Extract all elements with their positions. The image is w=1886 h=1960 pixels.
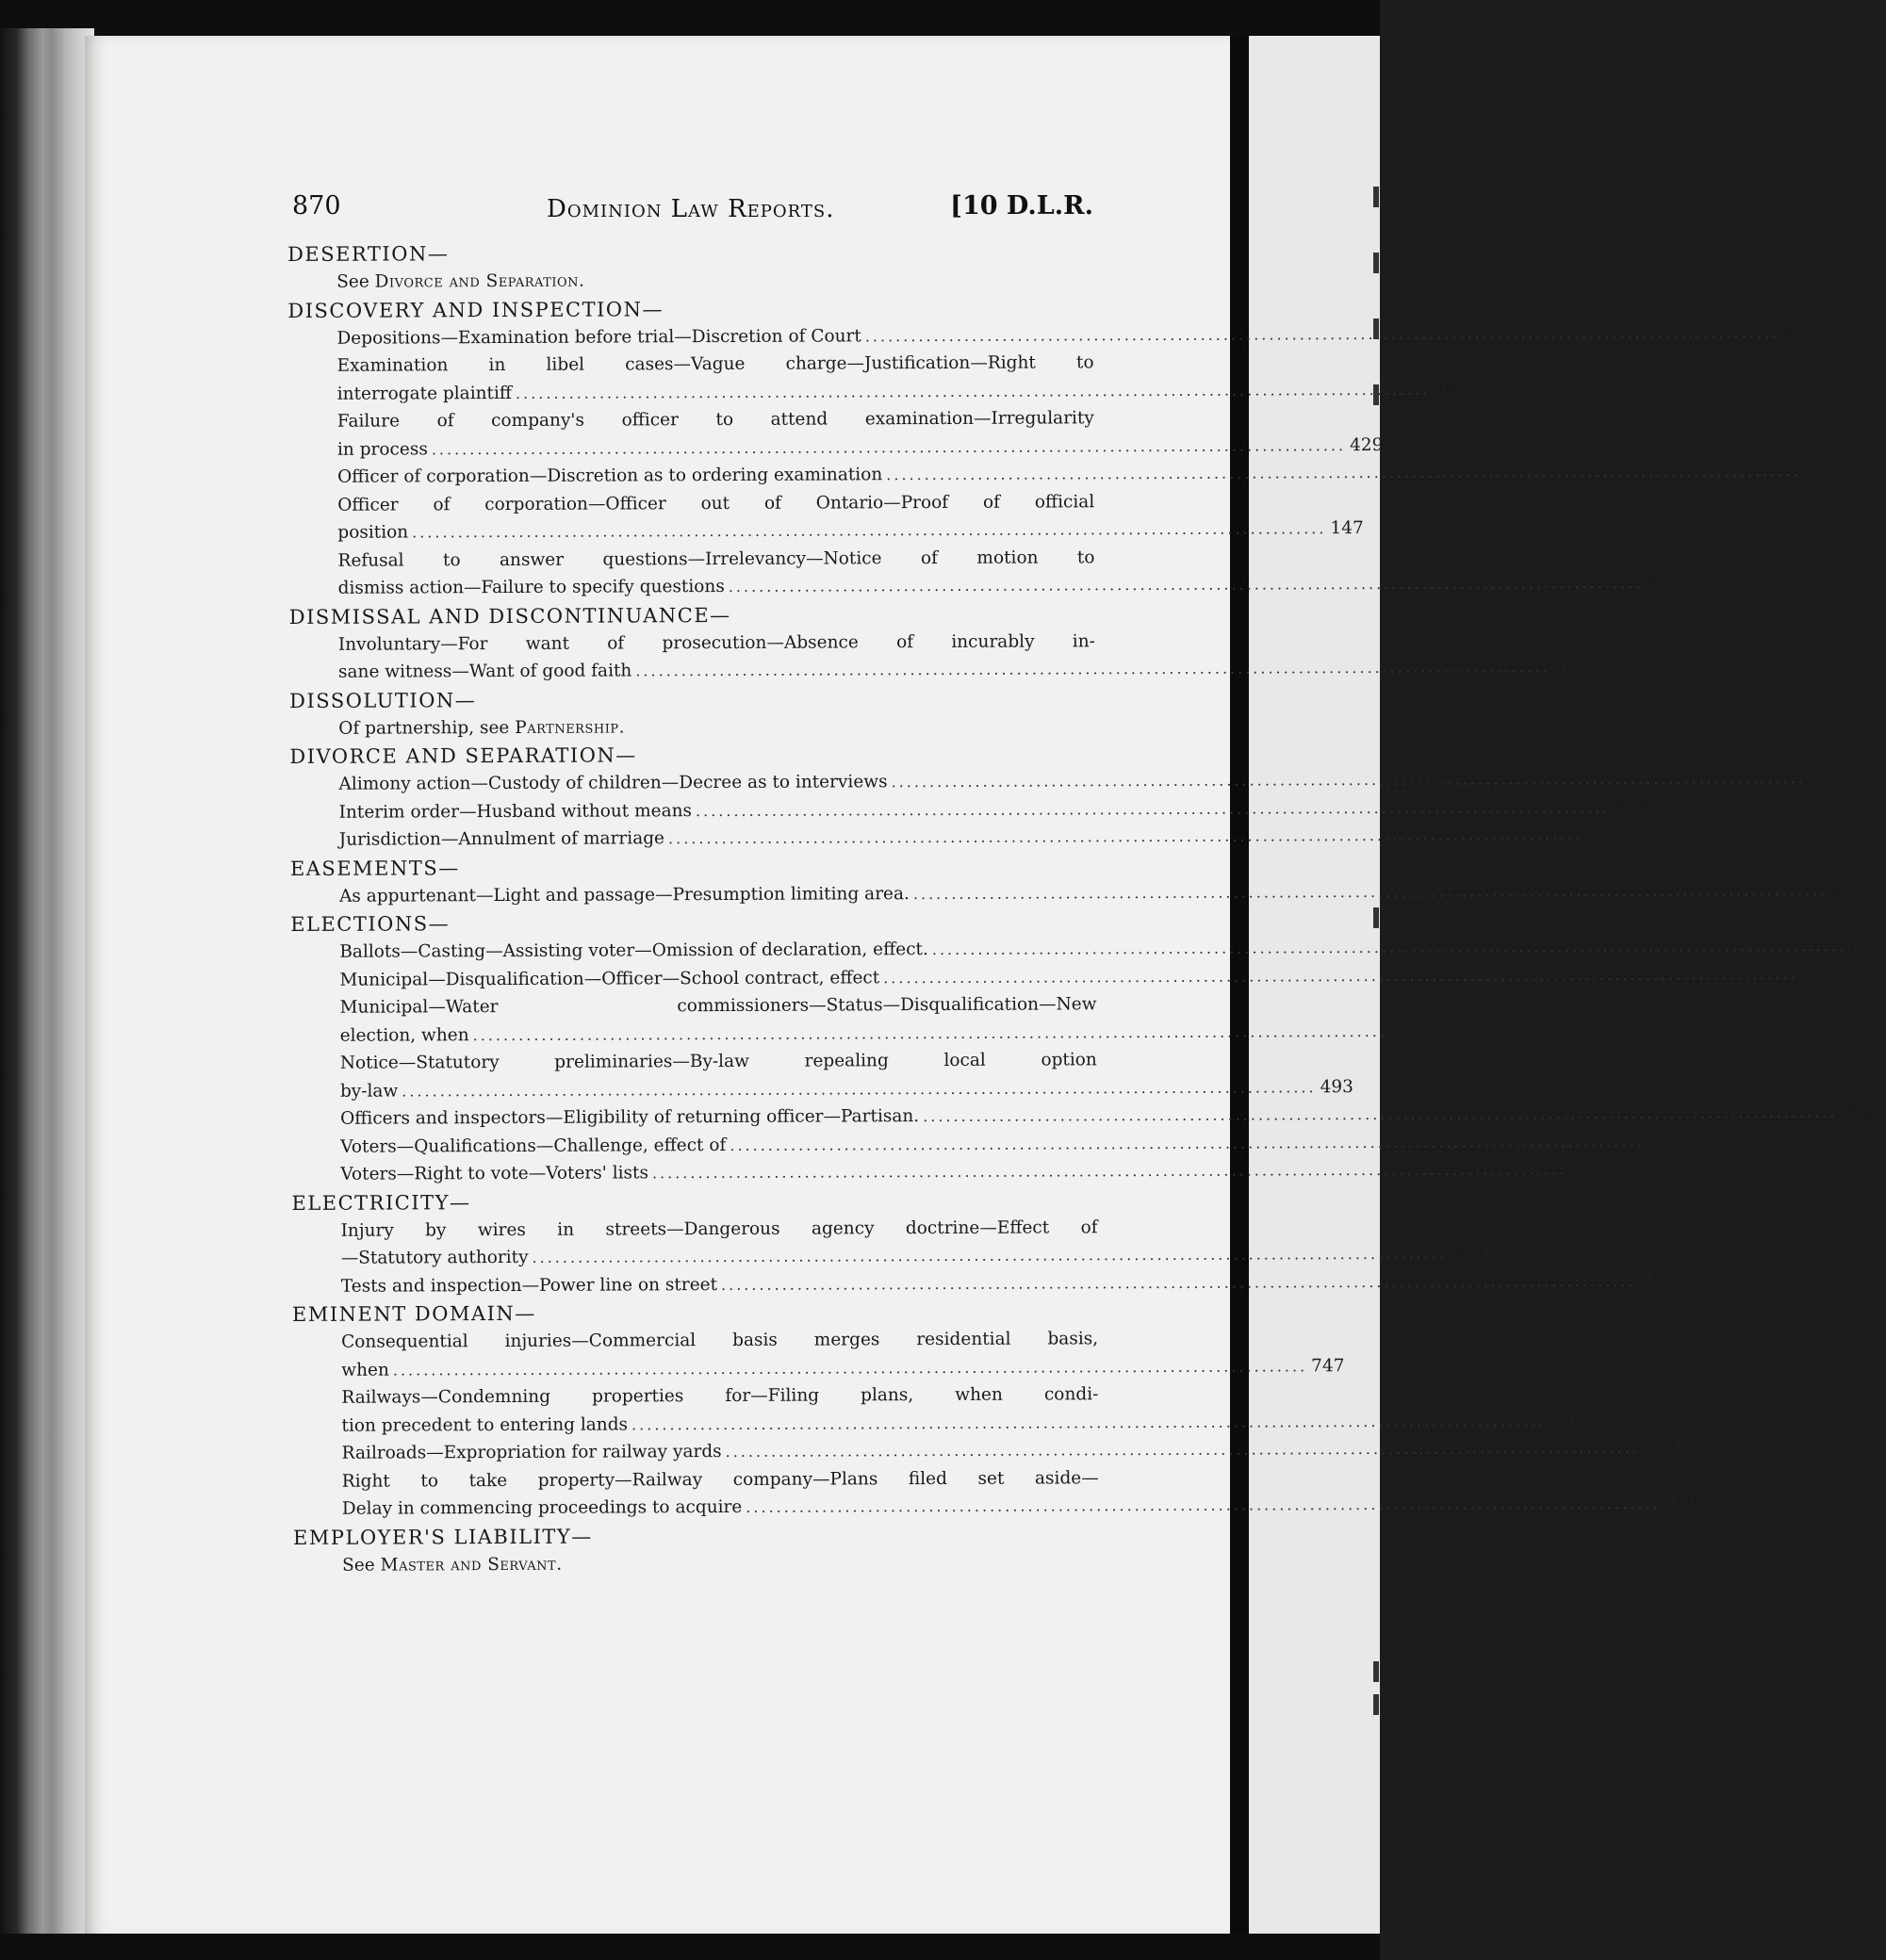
entry-text-last: in process — [336, 438, 428, 460]
index-entry — [292, 1325, 1345, 1384]
entry-text-last: when — [341, 1360, 389, 1380]
index-entry — [289, 628, 1587, 687]
index-entry — [288, 544, 1681, 603]
entry-final-line — [290, 795, 1648, 826]
index-entry — [288, 488, 1364, 547]
entry-final-line — [289, 571, 1681, 602]
entry-page-number: 495 — [1434, 379, 1468, 400]
dot-leader: ........................................................................................................................ — [730, 1132, 1645, 1154]
entry-text-line: Railways—Condemning properties for—Filing plans, when condi- — [341, 1384, 1099, 1408]
dot-leader: ........................................................................................................................ — [883, 964, 1798, 987]
entry-text-last: position — [337, 522, 409, 543]
entry-text-line: Officer of corporation—Officer out of Ontario—Proof of official — [337, 491, 1095, 515]
entry-text-last: Ballots—Casting—Assisting voter—Omission of declaration, effect. — [339, 939, 928, 962]
entry-final-line — [291, 1074, 1353, 1105]
index-entry — [288, 404, 1384, 464]
book-page-edges — [0, 28, 94, 1941]
entry-final-line — [291, 1102, 1875, 1133]
entry-final-line — [291, 1019, 1425, 1050]
index-heading: EMINENT DOMAIN— — [291, 1301, 536, 1326]
index-entry — [290, 795, 1648, 826]
entry-page-number: 662 — [1850, 935, 1884, 956]
entry-final-line — [289, 767, 1844, 798]
dot-leader: ........................................................................................................................ — [912, 880, 1829, 903]
entry-page-number: 826 — [1647, 572, 1681, 593]
entry-text-last: Jurisdiction—Annulment of marriage — [338, 828, 665, 850]
index-entry — [288, 460, 1838, 491]
entry-page-number: 388 — [1550, 1410, 1583, 1430]
entry-final-line — [292, 1409, 1583, 1440]
entry-text-last: Voters—Qualifications—Challenge, effect of — [340, 1135, 727, 1157]
cross-reference-prefix: See — [336, 271, 369, 292]
page-number: 870 — [292, 191, 341, 220]
entry-text-last: Delay in commencing proceedings to acquire — [341, 1496, 743, 1519]
entry-final-line — [287, 321, 1817, 352]
journal-title: Dominion Law Reports. — [547, 195, 835, 223]
index-section — [289, 851, 1865, 910]
entry-page-number: 662 — [1841, 1102, 1875, 1122]
entry-text-line: Injury by wires in streets—Dangerous agency doctrine—Effect of — [340, 1217, 1098, 1241]
dot-leader: ........................................................................................................................ — [412, 519, 1327, 542]
entry-text-line: Examination in libel cases—Vague charge—Justification—Right to — [336, 352, 1094, 376]
facing-page-text-fragment — [1373, 187, 1379, 207]
entry-page-number: 224 — [1831, 879, 1865, 900]
entry-text-last: sane witness—Want of good faith — [337, 661, 632, 682]
dot-leader: ........................................................................................................................ — [431, 435, 1347, 458]
facing-page-text-fragment — [1373, 1694, 1379, 1715]
index-section — [287, 293, 1838, 603]
dot-leader: ........................................................................................................................ — [746, 1494, 1661, 1516]
index-entry — [290, 990, 1425, 1050]
entry-text-line: Refusal to answer questions—Irrelevancy—Notice of motion to — [337, 547, 1095, 571]
entry-final-line — [293, 1436, 1678, 1467]
facing-page-text-fragment — [1373, 907, 1379, 928]
entry-page-number: 459 — [1639, 1270, 1673, 1291]
entry-page-number: 459 — [1450, 1243, 1484, 1264]
entry-final-line — [288, 377, 1468, 408]
entry-text-last: Railroads—Expropriation for railway yards — [341, 1442, 722, 1463]
entry-text-last: by-law — [339, 1080, 399, 1102]
entry-page-number: 429 — [1804, 460, 1838, 481]
entry-text-last: Municipal—Disqualification—Officer—School contract, effect — [339, 967, 880, 990]
entry-text-line: Involuntary—For want of prosecution—Absence of incurably in- — [337, 630, 1095, 655]
entry-text-last: election, when — [339, 1024, 469, 1046]
dot-leader: ........................................................................................................................ — [886, 461, 1801, 484]
index-section — [289, 683, 1095, 743]
dot-leader: ........................................................................................................................ — [725, 1438, 1640, 1461]
entry-text-last: dismiss action—Failure to specify questions — [337, 576, 725, 598]
index-body — [287, 237, 1884, 1579]
index-heading: ELECTIONS— — [290, 912, 451, 936]
index-heading: EASEMENTS— — [289, 856, 460, 880]
entry-final-line — [288, 460, 1838, 491]
entry-page-number: 493 — [1320, 1076, 1353, 1097]
index-section — [290, 906, 1884, 1188]
index-heading: DISCOVERY AND INSPECTION— — [287, 297, 664, 322]
entry-page-number: 761 — [1390, 1021, 1425, 1041]
entry-text-last: —Statutory authority — [340, 1247, 529, 1268]
entry-final-line — [293, 1492, 1697, 1523]
entry-page-number: 392 — [1570, 1158, 1604, 1180]
entry-text-last: tion precedent to entering lands — [341, 1413, 629, 1436]
index-heading: EMPLOYER'S LIABILITY— — [292, 1525, 593, 1549]
index-entry — [290, 935, 1884, 966]
cross-reference-target: Partnership. — [515, 716, 626, 738]
dot-leader: ........................................................................................................................ — [532, 1244, 1447, 1266]
entry-final-line — [290, 935, 1884, 966]
entry-page-number: 367 — [1809, 767, 1844, 788]
entry-text-last: Officers and inspectors—Eligibility of returning officer—Partisan. — [340, 1106, 920, 1129]
entry-page-number: 392 — [1648, 1131, 1682, 1152]
index-heading: DESERTION— — [287, 242, 450, 266]
entry-final-line — [290, 879, 1865, 910]
index-entry — [287, 321, 1817, 352]
entry-final-line — [292, 1353, 1345, 1384]
index-entry — [291, 1046, 1353, 1105]
dot-leader: ........................................................................................................................ — [631, 1411, 1547, 1433]
dot-leader: ........................................................................................................................ — [695, 797, 1611, 820]
index-entry — [293, 1436, 1678, 1467]
entry-page-number: 103 — [1553, 656, 1587, 678]
entry-final-line — [292, 1269, 1673, 1300]
cross-reference-prefix: See — [342, 1555, 375, 1576]
dot-leader: ........................................................................................................................ — [864, 322, 1780, 345]
volume-reference: [10 D.L.R. — [950, 191, 1093, 220]
entry-final-line — [289, 655, 1587, 686]
entry-text-last: Tests and inspection—Power line on street — [340, 1274, 718, 1297]
dot-leader: ........................................................................................................................ — [931, 936, 1847, 959]
entry-final-line — [288, 515, 1364, 547]
entry-text-last: interrogate plaintiff — [336, 383, 513, 404]
index-entry — [291, 1157, 1604, 1188]
index-entry — [292, 1380, 1583, 1440]
entry-text-last: As appurtenant—Light and passage—Presumption limiting area. — [338, 883, 910, 906]
index-section — [289, 739, 1844, 854]
dot-leader: ........................................................................................................................ — [402, 1077, 1317, 1100]
index-entry — [290, 823, 1620, 854]
index-heading: DISMISSAL AND DISCONTINUANCE— — [288, 603, 731, 629]
entry-text-last: Officer of corporation—Discretion as to ordering examination — [337, 465, 883, 487]
index-heading: DIVORCE AND SEPARATION— — [289, 743, 637, 768]
cross-reference — [293, 1548, 1099, 1579]
scan-top-border — [0, 0, 1380, 38]
cross-reference-prefix: Of partnership, see — [338, 717, 510, 739]
index-section — [287, 237, 1093, 296]
dot-leader: ........................................................................................................................ — [667, 825, 1583, 848]
index-entry — [290, 879, 1865, 910]
index-section — [291, 1297, 1697, 1523]
index-entry — [288, 349, 1468, 408]
dot-leader: ........................................................................................................................ — [472, 1021, 1387, 1044]
index-entry — [289, 767, 1844, 798]
entry-final-line — [291, 1130, 1682, 1161]
entry-text-line: Right to take property—Railway company—Plans filed set aside— — [341, 1467, 1099, 1492]
entry-page-number: 829 — [1614, 796, 1648, 817]
entry-text-line: Failure of company's officer to attend examination—Irregularity — [336, 408, 1094, 432]
cross-reference — [289, 711, 1095, 743]
entry-page-number: 747 — [1311, 1355, 1345, 1376]
dot-leader: ........................................................................................................................ — [923, 1102, 1838, 1126]
entry-final-line — [292, 1241, 1484, 1272]
entry-text-line: Municipal—Water commissioners—Status—Disqualification—New — [339, 994, 1097, 1018]
dot-leader: ........................................................................................................................ — [728, 573, 1644, 596]
entry-page-number: 469 — [1664, 1493, 1697, 1513]
index-entry — [290, 963, 1835, 994]
dot-leader: ........................................................................................................................ — [651, 1160, 1567, 1183]
entry-text-last: Alimony action—Custody of children—Decree as to interviews — [338, 772, 888, 794]
dot-leader: ........................................................................................................................ — [635, 658, 1550, 680]
entry-page-number: 429 — [1350, 434, 1384, 455]
index-entry — [291, 1102, 1875, 1133]
entry-final-line — [290, 823, 1620, 854]
index-entry — [292, 1269, 1673, 1300]
index-entry — [293, 1464, 1697, 1524]
entry-text-line: Consequential injuries—Commercial basis merges residential basis, — [341, 1329, 1099, 1352]
entry-page-number: 122 — [1643, 1437, 1678, 1458]
scan-bottom-border — [0, 1934, 1380, 1960]
entry-final-line — [290, 963, 1835, 994]
index-section — [291, 1185, 1673, 1300]
entry-page-number: 761 — [1801, 963, 1835, 984]
index-section — [288, 599, 1587, 687]
index-entry — [291, 1130, 1682, 1161]
cross-reference-target: Divorce and Separation. — [374, 270, 585, 292]
entry-final-line — [288, 433, 1384, 464]
cross-reference — [287, 265, 1093, 296]
entry-page-number: 147 — [1330, 518, 1364, 539]
dot-leader: ........................................................................................................................ — [720, 1271, 1636, 1294]
running-head — [292, 191, 1093, 229]
entry-page-number: 805 — [1783, 321, 1817, 342]
index-entry — [292, 1214, 1484, 1273]
dot-leader: ........................................................................................................................ — [515, 380, 1431, 402]
entry-final-line — [291, 1157, 1604, 1188]
entry-text-last: Depositions—Examination before trial—Discretion of Court — [336, 325, 861, 349]
entry-text-last: Interim order—Husband without means — [338, 800, 693, 823]
facing-page-text-fragment — [1373, 1661, 1379, 1682]
dot-leader: ........................................................................................................................ — [891, 768, 1806, 792]
index-heading: DISSOLUTION— — [289, 688, 477, 712]
index-heading: ELECTRICITY— — [291, 1190, 471, 1215]
index-section — [293, 1520, 1099, 1579]
entry-text-line: Notice—Statutory preliminaries—By-law repealing local option — [339, 1050, 1097, 1073]
facing-page-text-fragment — [1373, 253, 1379, 273]
dot-leader: ........................................................................................................................ — [392, 1356, 1308, 1380]
entry-text-last: Voters—Right to vote—Voters' lists — [340, 1163, 648, 1184]
cross-reference-target: Master and Servant. — [380, 1554, 563, 1576]
entry-page-number: 215 — [1586, 824, 1620, 844]
